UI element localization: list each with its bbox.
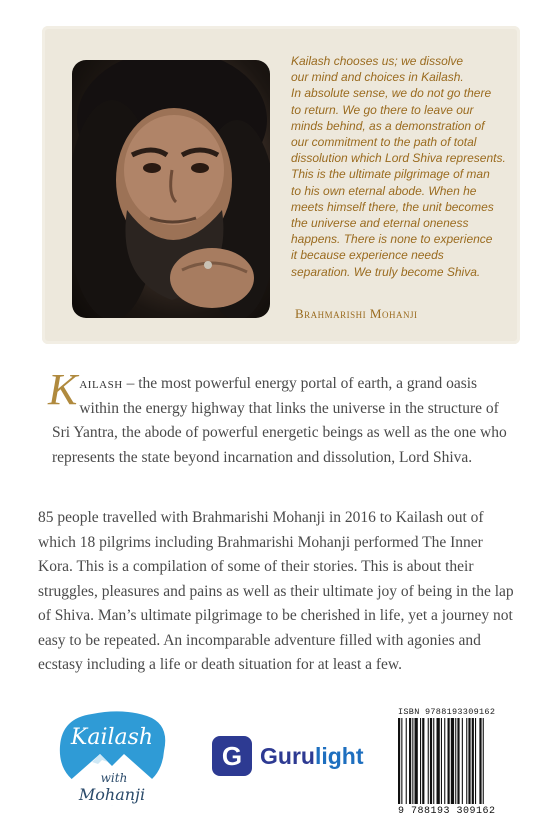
gurulight-g-icon [212, 736, 252, 776]
quote-line: In absolute sense, we do not go there [291, 86, 492, 101]
description-paragraph: 85 people travelled with Brahmarishi Mohanji in 2016 to Kailash out of which 18 pilgrims including Brahmarishi Mohanji performed The Inner Kora. This is a compilation of some of their stories. This is about their struggles, pleasures and pains as well as their ultimate joy of being in the lap of Shiva. Man’s ultimate pilgrimage to be cherished in life, yet a journey not easy to be repeated. An incomparable adventure filled with agonies and ecstasy including a life or death situation for at least a few. [38, 509, 514, 673]
quote-line: minds behind, as a demonstration of [291, 118, 485, 133]
publisher-logo [212, 734, 364, 778]
quote-line: Kailash chooses us; we dissolve [291, 54, 464, 68]
quote-line: to his own eternal abode. When he [291, 183, 477, 198]
quote-line: it because experience needs [291, 248, 444, 263]
quote-line: our commitment to the path of total [291, 135, 477, 150]
quote-line: our mind and choices in Kailash. [291, 70, 464, 85]
intro-paragraph [48, 365, 512, 470]
g-letter: G [221, 740, 243, 771]
publisher-name [260, 743, 364, 770]
intro-lead-word: ailash [79, 375, 123, 392]
publisher-name-part2: light [314, 742, 364, 769]
quote-line: separation. We truly become Shiva. [291, 264, 481, 279]
quote-author: Brahmarishi Mohanji [295, 306, 418, 321]
logo-name: Mohanji [78, 785, 146, 804]
logo-with: with [100, 771, 128, 785]
quote-line: meets himself there, the unit becomes [291, 199, 494, 214]
author-photo [72, 60, 270, 318]
quote-line: dissolution which Lord Shiva represents. [291, 151, 506, 166]
quote-line: the universe and eternal oneness [291, 216, 469, 231]
isbn-label: ISBN 9788193309162 [398, 707, 496, 717]
logo-title: Kailash [70, 725, 154, 750]
quote-line: This is the ultimate pilgrimage of man [291, 167, 490, 182]
quote-line: to return. We go there to leave our [291, 102, 474, 117]
isbn-number: 9 788193 309162 [398, 806, 496, 817]
intro-text: – the most powerful energy portal of earth, a grand oasis within the energy highway that links the universe in the structure of Sri Yantra, the abode of powerful energetic beings as well as the one who represents the state beyond incarnation and dissolution, Lord Shiva. [52, 375, 507, 466]
barcode-bars [398, 718, 512, 804]
quote-text [291, 53, 519, 280]
quote-line: happens. There is none to experience [291, 232, 493, 247]
kailash-with-mohanji-logo [52, 706, 172, 816]
drop-cap: K [48, 365, 78, 414]
publisher-name-part1: Guru [260, 742, 315, 769]
